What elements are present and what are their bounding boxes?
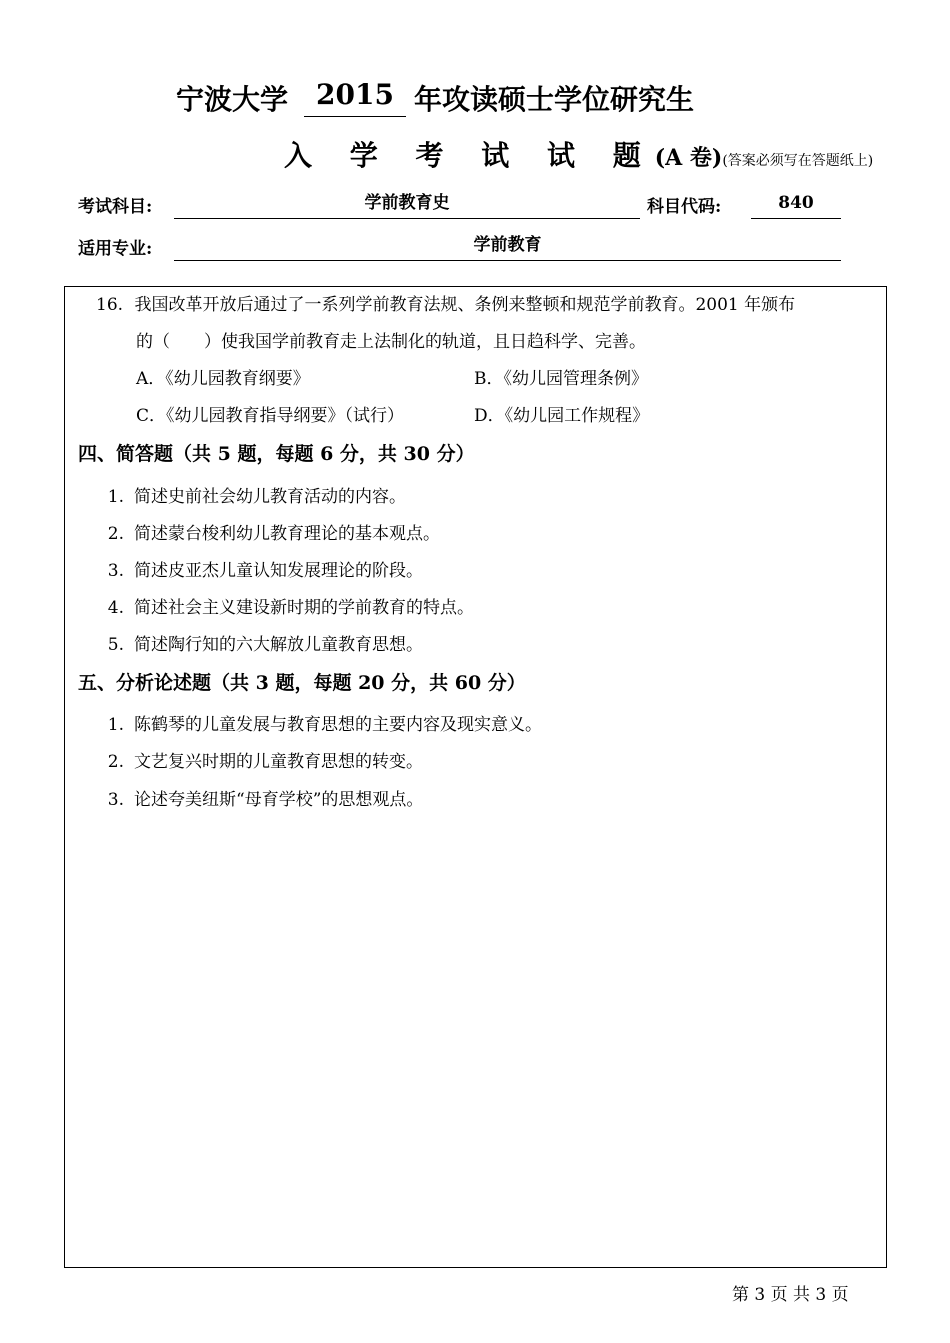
subject-label: 考试科目: [78,197,153,217]
page-number: 第 3 页 共 3 页 [732,1285,849,1305]
code-value: 840 [751,190,841,219]
s4-item-3 [96,556,423,581]
section-5-heading: 五、分析论述题（共 3 题，每题 20 分，共 60 分） [78,672,526,694]
option-c: C．《幼儿园教育指导纲要》（试行） [136,406,405,426]
s5-item-3-text: 论述夸美纽斯“母育学校”的思想观点。 [134,790,424,810]
question-16-line1 [96,290,795,315]
answer-note: (答案必须写在答题纸上) [722,153,874,169]
section-4-heading: 四、简答题（共 5 题，每题 6 分，共 30 分） [78,443,475,465]
s4-item-2 [96,519,440,544]
major-value: 学前教育 [174,232,841,261]
option-a: A．《幼儿园教育纲要》 [136,369,310,389]
exam-title: 入 学 考 试 试 题 [284,139,655,172]
s5-item-3-num: 3. [107,790,124,810]
s4-item-4-num: 4. [107,598,124,618]
s5-item-2-num: 2. [107,752,124,772]
s4-item-3-num: 3. [107,561,124,581]
s5-item-1 [96,710,542,735]
exam-title-line2 [284,134,873,174]
s4-item-3-text: 简述皮亚杰儿童认知发展理论的阶段。 [134,561,423,581]
s5-item-1-num: 1. [107,715,124,735]
s4-item-4 [96,593,474,618]
question-16-line2: 的（ ）使我国学前教育走上法制化的轨道，且日趋科学、完善。 [136,332,646,352]
s5-item-1-text: 陈鹤琴的儿童发展与教育思想的主要内容及现实意义。 [134,715,542,735]
question-16-number: 16. [96,295,124,315]
exam-year: 2015 [304,78,406,117]
s5-item-2 [96,747,423,772]
code-label: 科目代码: [647,197,722,217]
s4-item-1-num: 1. [107,487,124,507]
s4-item-5-text: 简述陶行知的六大解放儿童教育思想。 [134,635,423,655]
s4-item-1 [96,482,406,507]
subject-value: 学前教育史 [174,190,640,219]
university-name: 宁波大学 [176,83,289,116]
s4-item-5-num: 5. [107,635,124,655]
s5-item-2-text: 文艺复兴时期的儿童教育思想的转变。 [134,752,423,772]
s4-item-1-text: 简述史前社会幼儿教育活动的内容。 [134,487,406,507]
option-b: B．《幼儿园管理条例》 [474,369,648,389]
s4-item-5 [96,630,423,655]
s5-item-3 [96,785,423,810]
title-rest: 年攻读硕士学位研究生 [414,83,695,116]
question-frame [64,286,887,1268]
question-16-text1: 我国改革开放后通过了一系列学前教育法规、条例来整顿和规范学前教育。2001 年颁布 [134,295,796,315]
option-d: D．《幼儿园工作规程》 [474,406,650,426]
major-label: 适用专业: [78,239,153,259]
s4-item-2-num: 2. [107,524,124,544]
paper-version: (A 卷) [654,145,723,171]
s4-item-2-text: 简述蒙台梭利幼儿教育理论的基本观点。 [134,524,440,544]
s4-item-4-text: 简述社会主义建设新时期的学前教育的特点。 [134,598,474,618]
